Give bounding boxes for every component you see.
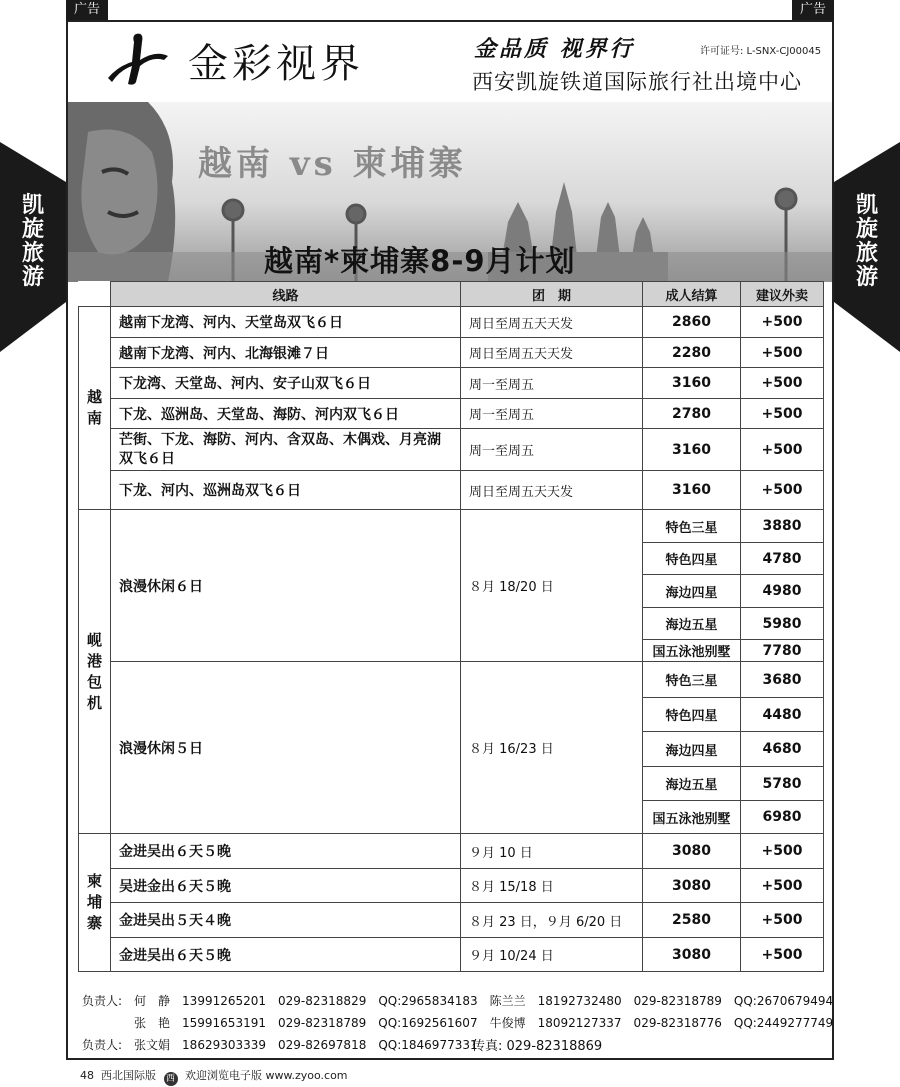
- route-name: 浪漫休闲６日: [111, 510, 461, 662]
- hotel-level: 国五泳池别墅: [643, 801, 741, 834]
- adult-price: 2780: [643, 399, 741, 429]
- hotel-level: 海边四星: [643, 732, 741, 767]
- suggested-markup: +500: [741, 307, 824, 338]
- suggested-markup: +500: [741, 834, 824, 869]
- departure-date: 周日至周五天天发: [461, 307, 643, 338]
- suggested-markup: +500: [741, 471, 824, 510]
- adult-price: 2580: [643, 903, 741, 938]
- hotel-level: 海边五星: [643, 767, 741, 801]
- table-row: [79, 938, 824, 972]
- side-label-left: 凯旋旅游: [21, 193, 44, 290]
- side-tab-left: [0, 142, 66, 352]
- side-label-right: 凯旋旅游: [855, 193, 878, 290]
- header-spacer: [79, 282, 111, 307]
- suggested-markup: +500: [741, 368, 824, 399]
- departure-date: 周一至周五: [461, 399, 643, 429]
- ad-label-left: 广告: [66, 0, 108, 20]
- table-row: [79, 429, 824, 471]
- hotel-level: 海边四星: [643, 575, 741, 608]
- table-row: [79, 903, 824, 938]
- banner-subtitle: 越南 vs 柬埔寨: [198, 144, 467, 184]
- route-name: 越南下龙湾、河内、北海银滩７日: [111, 338, 461, 368]
- hotel-price: 4780: [741, 543, 824, 575]
- hotel-price: 7780: [741, 640, 824, 662]
- brand-logo-icon: [106, 30, 176, 101]
- page-number: 48: [80, 1069, 94, 1082]
- hotel-price: 3880: [741, 510, 824, 543]
- suggested-markup: +500: [741, 869, 824, 903]
- fax-number: 传真: 029-82318869: [472, 1039, 603, 1054]
- emblem-icon: 西: [164, 1072, 178, 1086]
- hotel-price: 4980: [741, 575, 824, 608]
- route-name: 吴进金出６天５晚: [111, 869, 461, 903]
- ad-frame: [66, 20, 834, 1060]
- route-name: 金进吴出６天５晚: [111, 938, 461, 972]
- header-extra: 建议外卖: [741, 282, 824, 307]
- departure-date: ９月 10/24 日: [461, 938, 643, 972]
- table-row: [79, 869, 824, 903]
- hotel-level: 特色四星: [643, 698, 741, 732]
- adult-price: 3160: [643, 429, 741, 471]
- brand-slogan: 金品质 视界行: [474, 36, 635, 62]
- table-header-row: [79, 282, 824, 307]
- adult-price: 3080: [643, 938, 741, 972]
- suggested-markup: +500: [741, 429, 824, 471]
- adult-price: 2280: [643, 338, 741, 368]
- hotel-level: 国五泳池别墅: [643, 640, 741, 662]
- edition-name: 西北国际版: [101, 1069, 156, 1082]
- route-name: 下龙湾、天堂岛、河内、安子山双飞６日: [111, 368, 461, 399]
- hotel-level: 特色四星: [643, 543, 741, 575]
- table-row: [79, 399, 824, 429]
- license-number: 许可证号: L-SNX-CJ00045: [700, 46, 822, 57]
- side-tab-right: [834, 142, 900, 352]
- hotel-price: 4480: [741, 698, 824, 732]
- region-vietnam: 越南: [79, 307, 111, 510]
- contact-row-2: 张 艳 15991653191 029-82318789 QQ:1692561607 牛俊博 18092127337 029-82318776 QQ:2449277749: [134, 1016, 834, 1030]
- table-row: [79, 471, 824, 510]
- departure-date: ８月 15/18 日: [461, 869, 643, 903]
- hotel-level: 海边五星: [643, 608, 741, 640]
- page-footer: [80, 1067, 348, 1086]
- table-row: [79, 834, 824, 869]
- hotel-price: 4680: [741, 732, 824, 767]
- adult-price: 3080: [643, 834, 741, 869]
- tour-price-table: [78, 281, 824, 972]
- table-row: [79, 662, 824, 698]
- departure-date: 周一至周五: [461, 368, 643, 399]
- route-name: 越南下龙湾、河内、天堂岛双飞６日: [111, 307, 461, 338]
- suggested-markup: +500: [741, 399, 824, 429]
- departure-date: ９月 10 日: [461, 834, 643, 869]
- table-row: [79, 338, 824, 368]
- route-name: 下龙、巡洲岛、天堂岛、海防、河内双飞６日: [111, 399, 461, 429]
- departure-date: 周日至周五天天发: [461, 471, 643, 510]
- route-name: 芒街、下龙、海防、河内、含双岛、木偶戏、月亮湖双飞６日: [111, 429, 461, 471]
- table-row: [79, 510, 824, 543]
- adult-price: 3160: [643, 471, 741, 510]
- region-danang: 岘港包机: [79, 510, 111, 834]
- hotel-price: 5780: [741, 767, 824, 801]
- table-row: [79, 368, 824, 399]
- suggested-markup: +500: [741, 338, 824, 368]
- suggested-markup: +500: [741, 938, 824, 972]
- route-name: 下龙、河内、巡洲岛双飞６日: [111, 471, 461, 510]
- banner-title: 越南*柬埔寨8-9月计划: [264, 244, 576, 278]
- hotel-price: 5980: [741, 608, 824, 640]
- hotel-price: 6980: [741, 801, 824, 834]
- route-name: 浪漫休闲５日: [111, 662, 461, 834]
- adult-price: 3160: [643, 368, 741, 399]
- adult-price: 3080: [643, 869, 741, 903]
- website-text: 欢迎浏览电子版 www.zyoo.com: [185, 1069, 348, 1082]
- departure-date: ８月 16/23 日: [461, 662, 643, 834]
- hotel-level: 特色三星: [643, 662, 741, 698]
- hotel-level: 特色三星: [643, 510, 741, 543]
- header-route: 线路: [111, 282, 461, 307]
- departure-date: ８月 18/20 日: [461, 510, 643, 662]
- suggested-markup: +500: [741, 903, 824, 938]
- brand-name: 金彩视界: [188, 41, 364, 87]
- departure-date: 周一至周五: [461, 429, 643, 471]
- route-name: 金进吴出６天５晚: [111, 834, 461, 869]
- region-cambodia: 柬埔寨: [79, 834, 111, 972]
- header-price: 成人结算: [643, 282, 741, 307]
- ad-label-right: 广告: [792, 0, 834, 20]
- header-date: 团 期: [461, 282, 643, 307]
- contact-row-3: 负责人: 张文娟 18629303339 029-82697818 QQ:1846977331: [82, 1038, 478, 1052]
- departure-date: 周日至周五天天发: [461, 338, 643, 368]
- hotel-price: 3680: [741, 662, 824, 698]
- banner: [68, 102, 832, 282]
- header: [68, 22, 832, 102]
- agency-name: 西安凯旋铁道国际旅行社出境中心: [472, 70, 802, 94]
- adult-price: 2860: [643, 307, 741, 338]
- contact-row-1: 负责人: 何 静 13991265201 029-82318829 QQ:2965834183 陈兰兰 18192732480 029-82318789 QQ:2670679494: [82, 994, 834, 1008]
- route-name: 金进吴出５天４晚: [111, 903, 461, 938]
- table-row: [79, 307, 824, 338]
- departure-date: ８月 23 日，９月 6/20 日: [461, 903, 643, 938]
